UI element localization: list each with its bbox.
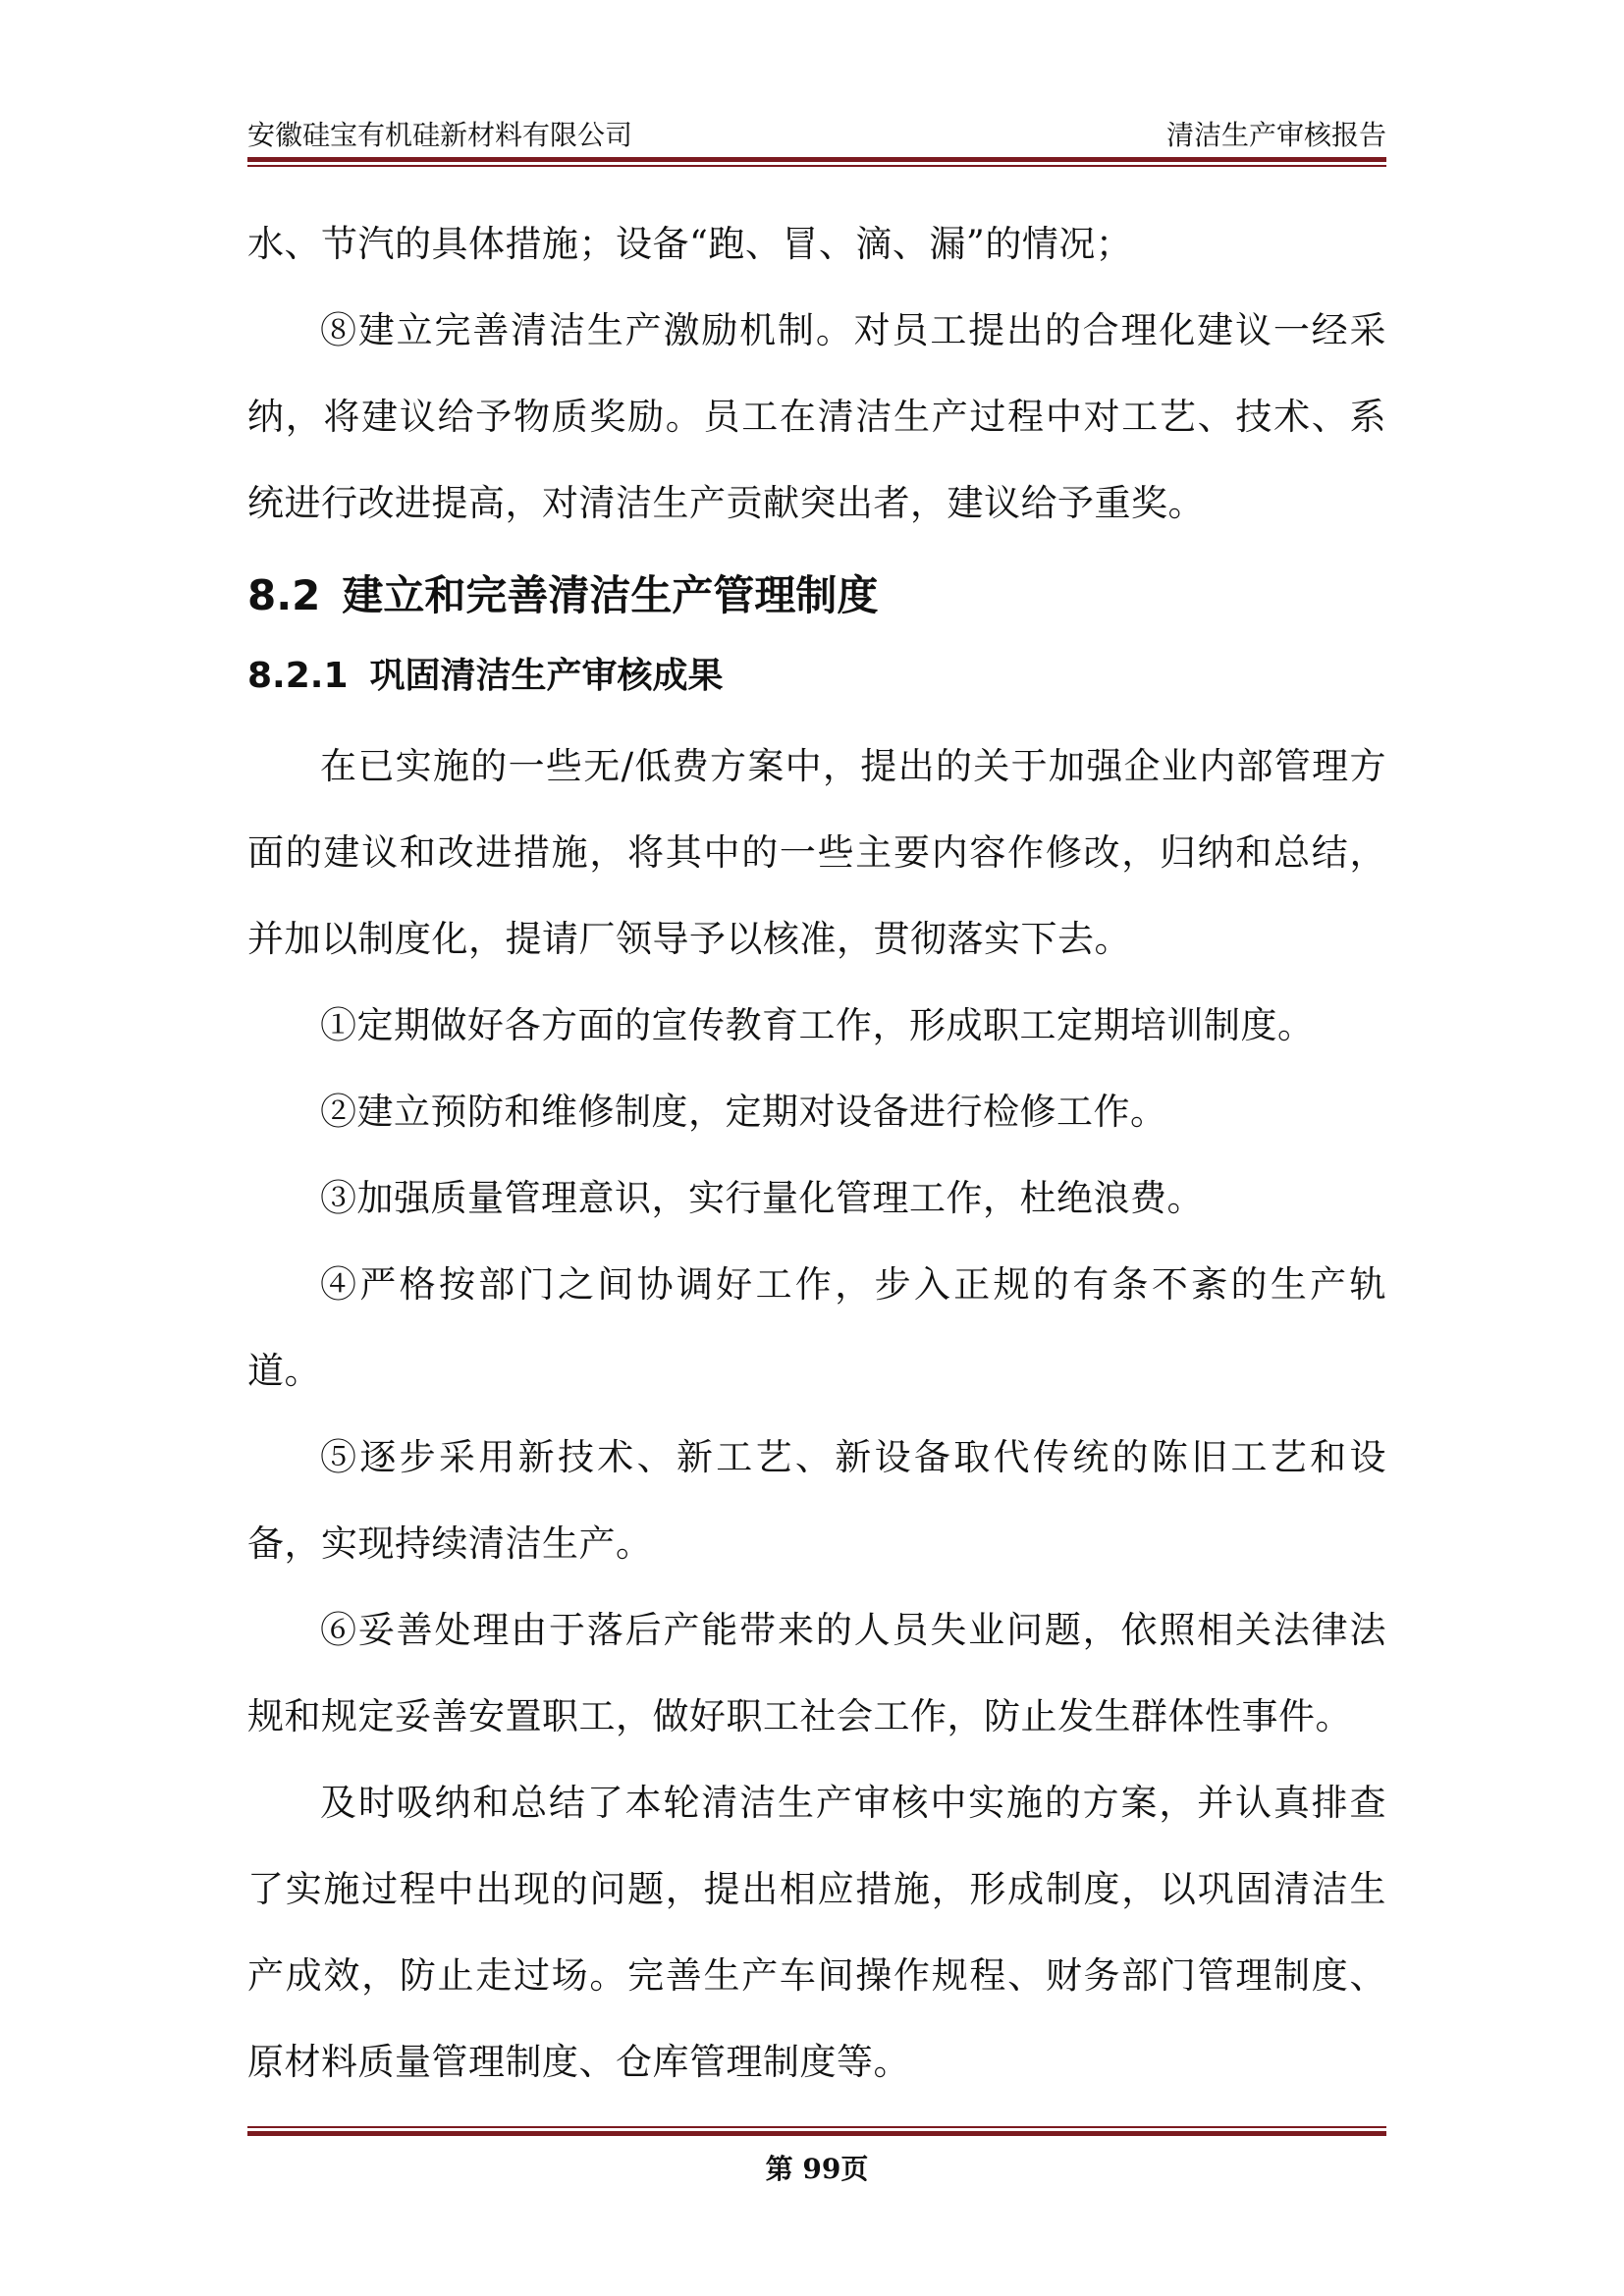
header-rule-thick bbox=[247, 157, 1386, 162]
list-item-1: ①定期做好各方面的宣传教育工作，形成职工定期培训制度。 bbox=[320, 1004, 1315, 1046]
subsection-title: 巩固清洁生产审核成果 bbox=[369, 656, 724, 696]
paragraph-summary: 及时吸纳和总结了本轮清洁生产审核中实施的方案，并认真排查了实施过程中出现的问题，提出相应措施，形成制度，以巩固清洁生产成效，防止走过场。完善生产车间操作规程、财务部门管理制度、原材料质量管理制度、仓库管理制度等。 bbox=[247, 1782, 1386, 2083]
list-item-3: ③加强质量管理意识，实行量化管理工作，杜绝浪费。 bbox=[320, 1177, 1204, 1219]
list-item-6: ⑥妥善处理由于落后产能带来的人员失业问题，依照相关法律法规和规定妥善安置职工，做好职工社会工作，防止发生群体性事件。 bbox=[247, 1609, 1386, 1737]
page-header bbox=[247, 116, 1386, 155]
page-number: 第 99页 bbox=[765, 2153, 869, 2185]
list-item-4: ④严格按部门之间协调好工作，步入正规的有条不紊的生产轨道。 bbox=[247, 1263, 1386, 1392]
header-report-title: 清洁生产审核报告 bbox=[1165, 119, 1386, 151]
list-item-5: ⑤逐步采用新技术、新工艺、新设备取代传统的陈旧工艺和设备，实现持续清洁生产。 bbox=[247, 1436, 1386, 1565]
footer-rule-thin bbox=[247, 2126, 1386, 2128]
footer-rule-thick bbox=[247, 2131, 1386, 2136]
subsection-heading bbox=[247, 637, 1386, 723]
paragraph-lead: 在已实施的一些无/低费方案中，提出的关于加强企业内部管理方面的建议和改进措施，将其中的一些主要内容作修改，归纳和总结，并加以制度化，提请厂领导予以核准，贯彻落实下去。 bbox=[247, 745, 1386, 960]
header-rule-thin bbox=[247, 165, 1386, 167]
list-item-2: ②建立预防和维修制度，定期对设备进行检修工作。 bbox=[320, 1091, 1167, 1133]
section-title: 建立和完善清洁生产管理制度 bbox=[342, 571, 879, 619]
section-number: 8.2 bbox=[247, 571, 321, 619]
subsection-number: 8.2.1 bbox=[247, 656, 349, 696]
header-company-name: 安徽硅宝有机硅新材料有限公司 bbox=[247, 119, 633, 151]
paragraph-item-8: ⑧建立完善清洁生产激励机制。对员工提出的合理化建议一经采纳，将建议给予物质奖励。员工在清洁生产过程中对工艺、技术、系统进行改进提高，对清洁生产贡献突出者，建议给予重奖。 bbox=[247, 309, 1386, 524]
section-heading bbox=[247, 555, 1386, 637]
paragraph-intro-continued: 水、节汽的具体措施；设备“跑、冒、滴、漏”的情况； bbox=[247, 223, 1133, 265]
page-body bbox=[247, 201, 1386, 2106]
